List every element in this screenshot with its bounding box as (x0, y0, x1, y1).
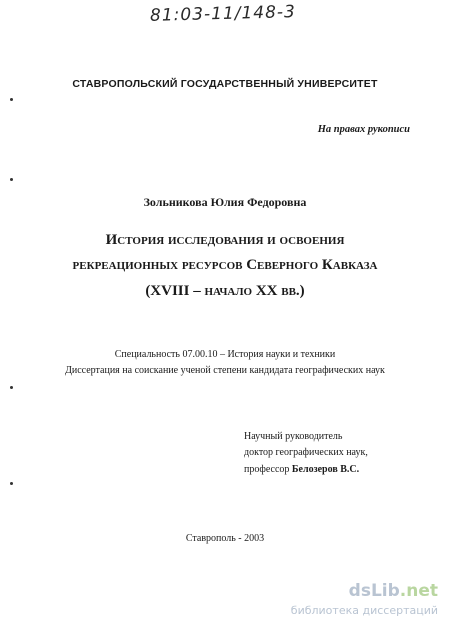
dissertation-title-line-2: рекреационных ресурсов Северного Кавказа (72, 257, 378, 273)
dissertation-title-line-1: История исследования и освоения (105, 232, 345, 248)
author-name: Зольникова Юлия Федоровна (143, 195, 307, 209)
watermark-tld: .net (399, 581, 438, 601)
scan-speck-2 (10, 178, 13, 181)
watermark-brand: dsLib (348, 581, 400, 601)
supervisor-heading: Научный руководитель (244, 431, 343, 442)
university-name: СТАВРОПОЛЬСКИЙ ГОСУДАРСТВЕННЫЙ УНИВЕРСИТЕТ (72, 78, 378, 90)
supervisor-rank: профессор (244, 464, 290, 475)
watermark-caption: библиотека диссертаций (290, 604, 438, 617)
manuscript-rights-note: На правах рукописи (317, 124, 410, 135)
watermark-logo (349, 581, 438, 601)
handwritten-catalog-number: 81:03-11/148-3 (149, 2, 297, 26)
scan-speck-3 (10, 386, 13, 389)
scan-speck-4 (10, 482, 13, 485)
dissertation-title-line-3: (XVIII – начало XX вв.) (145, 283, 305, 299)
city-year: Ставрополь - 2003 (185, 533, 265, 544)
specialty-line: Специальность 07.00.10 – История науки и техники (114, 349, 336, 360)
degree-line: Диссертация на соискание ученой степени кандидата географических наук (65, 365, 385, 376)
scan-speck-1 (10, 98, 13, 101)
supervisor-name: Белозеров В.С. (291, 464, 360, 475)
supervisor-degree: доктор географических наук, (244, 447, 368, 458)
supervisor-name-line (244, 464, 359, 475)
